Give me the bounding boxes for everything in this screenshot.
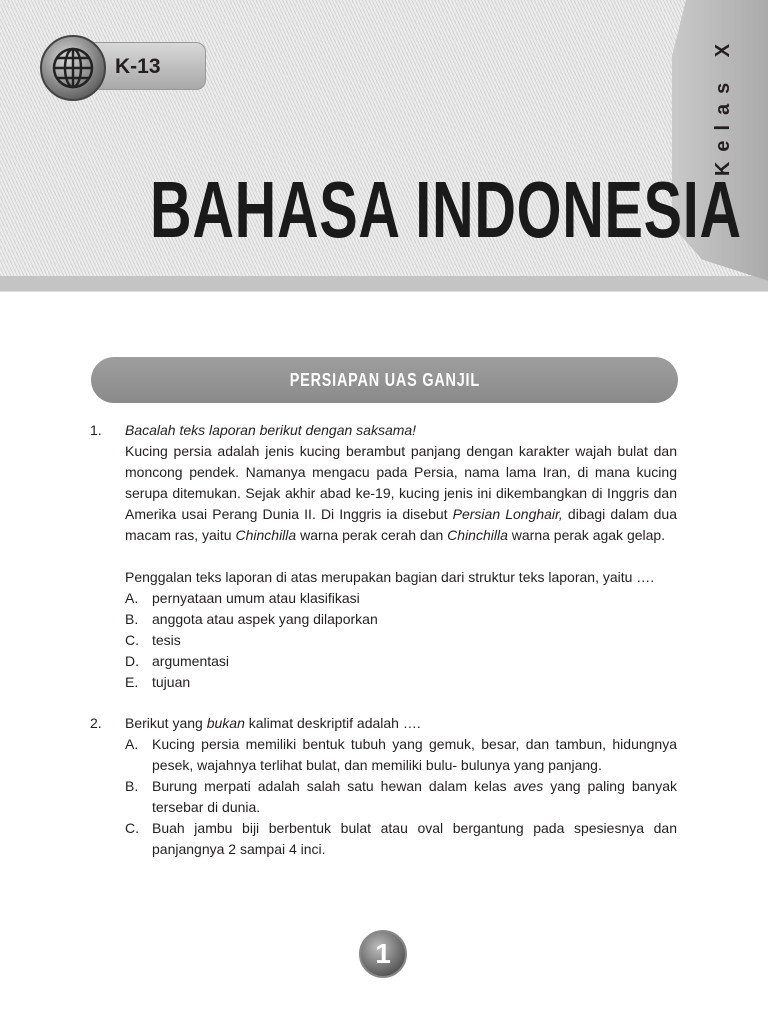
section-title: PERSIAPAN UAS GANJIL (289, 369, 480, 390)
option-letter: A. (125, 590, 139, 606)
question-text: Penggalan teks laporan di atas merupakan bagian dari struktur teks laporan, yaitu …. (125, 569, 655, 585)
section-banner (91, 357, 678, 403)
option[interactable] (125, 776, 677, 818)
option-text: Buah jambu biji berbentuk bulat atau oval bergantung pada spesiesnya dan panjangnya 2 sampai 4 inci. (152, 820, 677, 857)
option-letter: B. (125, 778, 139, 794)
question-text-part: kalimat deskriptif adalah …. (244, 715, 421, 731)
question-2 (90, 713, 680, 860)
option[interactable] (125, 818, 677, 860)
globe-icon (40, 35, 106, 101)
option-letter: A. (125, 736, 139, 752)
passage-text: Kucing persia adalah jenis kucing berambut panjang dengan karakter wajah bulat dan moncong pendek. Namanya mengacu pada Persia, nama lama Iran, di mana kucing serupa ditemukan. Sejak akhir abad ke-19, kucing jenis ini dikembangkan di Inggris dan Amerika usai Perang Dunia II. Di Inggris ia disebut (125, 443, 677, 522)
option-text: tujuan (152, 674, 191, 690)
question-text-part: Berikut yang (125, 715, 207, 731)
grade-label: Kelas X (711, 33, 734, 177)
option-text: argumentasi (152, 653, 230, 669)
option-text-part: Burung merpati adalah salah satu hewan dalam kelas (152, 778, 514, 794)
option[interactable] (125, 734, 677, 776)
option-text: Kucing persia memiliki bentuk tubuh yang gemuk, besar, dan tambun, hidungnya pesek, wajahnya terlihat bulat, dan memiliki bulu- bulunya yang panjang. (152, 736, 677, 773)
passage-text: dibagi dalam dua macam ras, yaitu (125, 506, 677, 543)
option-text: tesis (152, 632, 181, 648)
passage (125, 441, 677, 546)
option[interactable] (125, 630, 680, 651)
option-letter: D. (125, 653, 139, 669)
option[interactable] (125, 672, 680, 693)
option[interactable] (125, 651, 680, 672)
option-italic: aves (513, 778, 544, 794)
option-letter: B. (125, 611, 139, 627)
instruction (125, 420, 677, 441)
passage-text: warna perak agak gelap. (507, 527, 666, 543)
book-title: BAHASA INDONESIA (150, 165, 742, 254)
option-text-part: yang paling banyak tersebar di dunia. (152, 778, 677, 815)
question-number: 1. (90, 422, 102, 438)
option-text (152, 776, 677, 818)
passage-italic: Chinchilla (235, 527, 297, 543)
question-number: 2. (90, 715, 102, 731)
option-text: anggota atau aspek yang dilaporkan (152, 611, 378, 627)
passage-italic: Chinchilla (447, 527, 508, 543)
badge-label: K-13 (115, 55, 161, 78)
option[interactable] (125, 588, 680, 609)
header-bar (0, 276, 768, 292)
question-text (125, 713, 677, 734)
option-letter: C. (125, 632, 139, 648)
option-text: pernyataan umum atau klasifikasi (152, 590, 360, 606)
passage-text: warna perak cerah dan (296, 527, 448, 543)
option-letter: E. (125, 674, 139, 690)
question-1 (90, 420, 680, 693)
passage-italic: Persian Longhair, (452, 506, 563, 522)
option-letter: C. (125, 820, 139, 836)
instruction-text: Bacalah teks laporan berikut dengan saksama! (125, 422, 417, 438)
question-italic: bukan (206, 715, 245, 731)
option[interactable] (125, 609, 680, 630)
page-number: 1 (359, 930, 407, 978)
